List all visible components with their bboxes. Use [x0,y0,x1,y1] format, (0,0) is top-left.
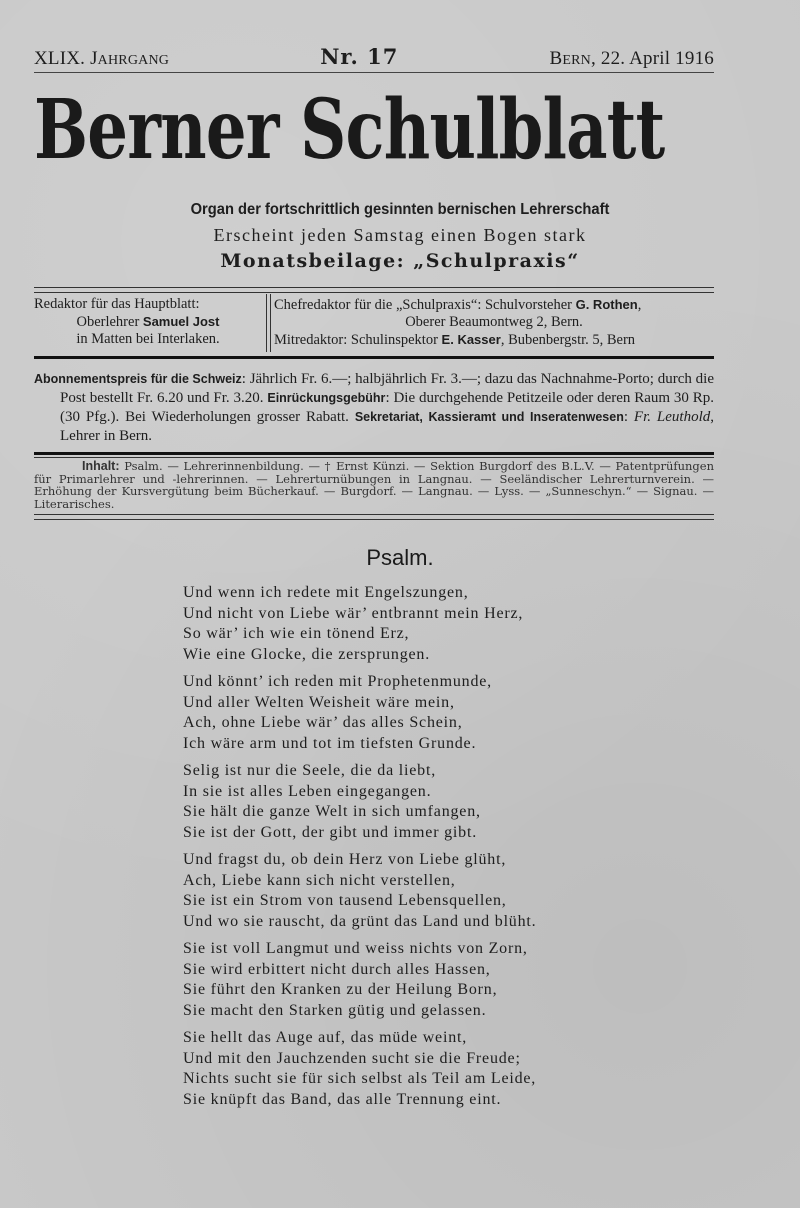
poem-stanza [183,761,613,843]
poem-stanza [183,583,613,665]
poem-line: Und wenn ich redete mit Engelszungen, [183,584,469,601]
poem-line: Sie ist voll Langmut und weiss nichts von Zorn, [183,940,528,957]
poem-line: Sie ist ein Strom von tausend Lebensquellen, [183,892,507,909]
editor-supplement [274,296,714,349]
poem-line: Ich wäre arm und tot im tiefsten Grunde. [183,734,477,752]
supplement-line: Monatsbeilage: „Schulpraxis“ [220,250,580,272]
poem-line: Sie hält die ganze Welt in sich umfangen, [183,803,481,820]
poem-line: In sie ist alles Leben eingegangen. [183,782,432,800]
poem-stanza [183,672,613,754]
thin-rule [34,457,714,458]
table-of-contents [34,460,714,510]
newspaper-title: Berner Schulblatt [34,82,665,178]
poem-line: Und aller Welten Weisheit wäre mein, [183,693,455,711]
poem-line: Sie hellt das Auge auf, das müde weint, [183,1029,468,1046]
contents-text: Psalm. — Lehrerinnenbildung. — † Ernst Künzi. — Sektion Burgdorf des B.L.V. — Patentprüfungen für Primarlehrer und -lehrerinnen. — Lehrerturnübungen in Langnau. — Seeländischer Lehrerturnverein. — Erhöhung der Kursvergütung beim Bücherkauf. — Burgdorf. — Langnau. — Lyss. — „Sunneschyn.“ — Signau. — Literarisches. [34,459,714,511]
chief-editor-line [274,296,714,314]
poem-stanza [183,1028,613,1110]
poem-line: So wär’ ich wie ein tönend Erz, [183,625,410,642]
place-prefix: B [549,48,563,69]
contents-label: Inhalt: [82,459,120,473]
chief-editor-role: Chefredaktor für die „Schulpraxis“: Schulvorsteher [274,297,576,313]
fee-label: Einrückungsgebühr [267,391,386,405]
poem-line: Selig ist nur die Seele, die da liebt, [183,762,437,779]
thick-rule [34,356,714,359]
contact-name: Fr. Leuthold [633,409,711,425]
subscription-info [34,370,714,446]
poem-line: Sie führt den Kranken zu der Heilung Born, [183,981,498,998]
volume-small: AHRGANG [97,53,170,68]
co-editor-role: Mitredaktor [274,332,344,348]
poem-line: Sie ist der Gott, der gibt und immer gibt. [183,823,478,841]
contact-role: , Lehrer in Bern. [60,409,714,444]
chief-editor-address: Oberer Beaumontweg 2, Bern. [405,314,583,330]
poem-line: Ach, ohne Liebe wär’ das alles Schein, [183,714,463,731]
double-rule [34,287,714,293]
poem-line: Ach, Liebe kann sich nicht verstellen, [183,871,456,889]
poem-stanza [183,939,613,1021]
office-label: Sekretariat, Kassieramt und Inseratenwesen [354,410,624,424]
editor-main-role: Redaktor für das Hauptblatt: [34,296,200,312]
place-small: ERN [562,53,591,68]
editors-box [34,296,714,350]
poem-line: Und fragst du, ob dein Herz von Liebe glüht, [183,851,507,868]
fee-text: : Die durchgehende Petitzeile oder deren Raum 30 Rp. (30 Pfg.). Bei Wiederholungen grosser Rabatt. [60,390,714,425]
co-editor-name: E. Kasser [441,332,501,347]
poem-body [183,583,613,1117]
thick-rule [34,452,714,455]
punct: : [623,409,634,425]
editor-main-title: Oberlehrer [76,314,143,330]
poem-line: Und wo sie rauscht, da grünt das Land und blüht. [183,912,537,930]
poem-line: Nichts sucht sie für sich selbst als Teil am Leide, [183,1070,537,1087]
poem-line: Und mit den Jauchzenden sucht sie die Freude; [183,1049,521,1067]
issue-number: Nr. 17 [320,44,399,69]
chief-editor-name: G. Rothen [575,297,638,312]
issue-date: , 22. April 1916 [590,48,714,69]
punct: , [637,297,642,313]
poem-line: Und könnt’ ich reden mit Prophetenmunde, [183,673,492,690]
poem-title: Psalm. [366,545,434,570]
poem-line: Wie eine Glocke, die zersprungen. [183,645,430,663]
volume-prefix: XLIX. J [34,48,98,69]
editor-main [34,296,262,348]
co-editor-title: : Schulinspektor [343,332,442,348]
subscription-paragraph [34,370,714,446]
poem-line: Sie knüpft das Band, das alle Trennung eint. [183,1090,502,1108]
co-editor-line [274,331,714,349]
editor-main-name: Samuel Jost [142,314,220,329]
poem-line: Sie macht den Starken gütig und gelassen. [183,1001,487,1019]
poem-line: Sie wird erbittert nicht durch alles Hassen, [183,960,491,978]
masthead-topline [34,44,714,70]
column-divider [266,294,271,352]
poem-stanza [183,850,613,932]
poem-line: Und nicht von Liebe wär’ entbrannt mein Herz, [183,604,524,622]
co-editor-address: , Bubenbergstr. 5, Bern [500,332,636,348]
masthead-rule [34,72,714,73]
subscription-prices: : Jährlich Fr. 6.—; halbjährlich Fr. 3.—; dazu das Nachnahme-Porto; durch die Post bestellt Fr. 6.20 und Fr. 3.20. [60,371,714,406]
place-date [549,48,714,70]
frequency-line: Erscheint jeden Samstag einen Bogen stark [213,225,587,245]
subscription-label: Abonnementspreis für die Schweiz [34,372,242,386]
subtitle: Organ der fortschrittlich gesinnten bernischen Lehrerschaft [190,201,610,218]
editor-main-name-line [34,313,262,331]
editor-main-location: in Matten bei Interlaken. [76,331,220,347]
volume-label [34,48,169,70]
double-rule [34,514,714,520]
